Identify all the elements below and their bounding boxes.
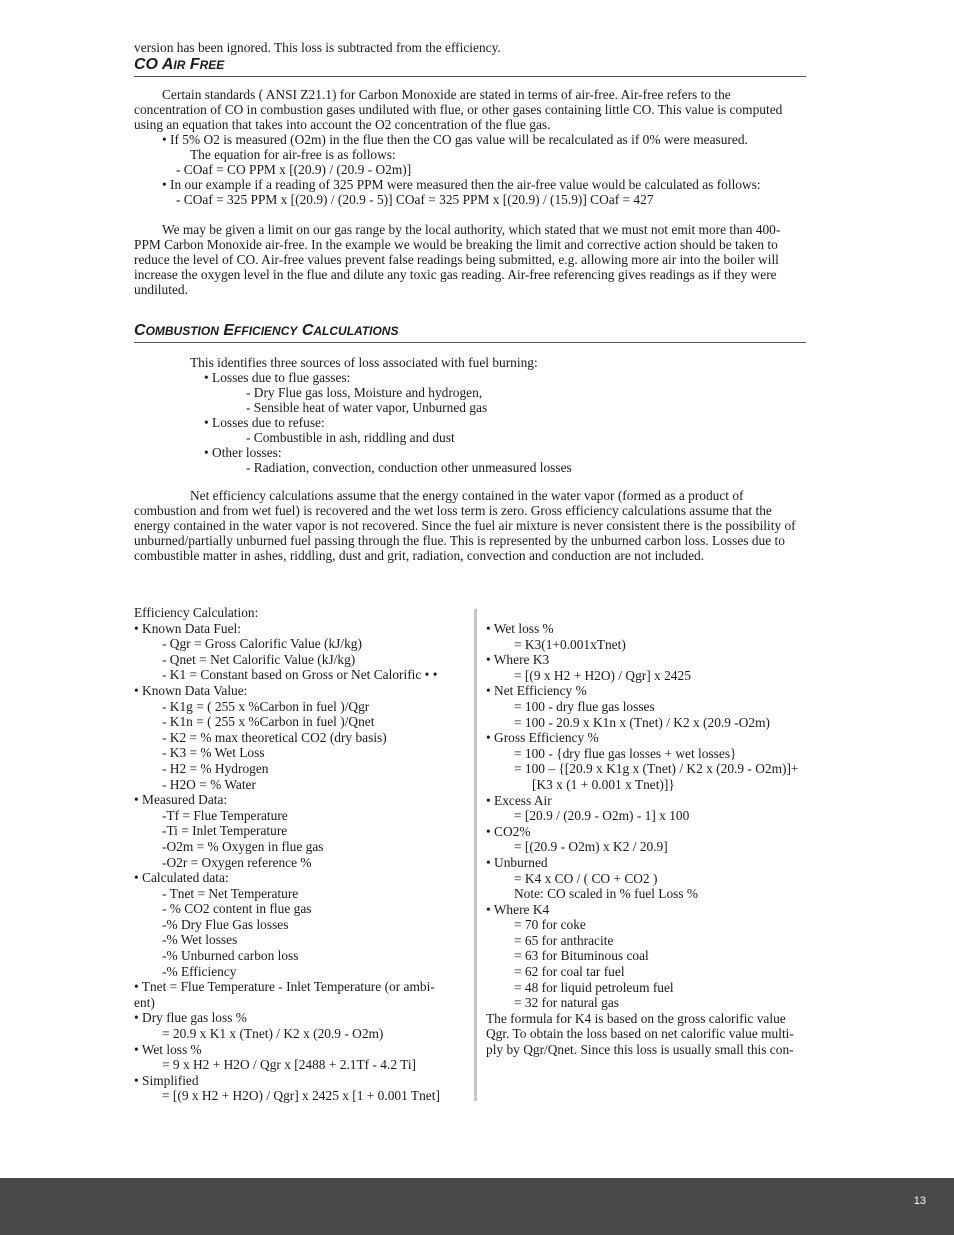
calc-line: • Wet loss % [134,1041,202,1057]
calc-line: - K1g = ( 255 x %Carbon in fuel )/Qgr [162,698,370,714]
left-column [134,605,469,1104]
calc-line: = [(9 x H2 + H2O) / Qgr] x 2425 [514,667,691,683]
list-item: - Dry Flue gas loss, Moisture and hydrogen, [246,385,483,400]
calc-line: - K3 = % Wet Loss [162,745,265,761]
calc-line: - % CO2 content in flue gas [162,901,312,917]
calc-line: - Tnet = Net Temperature [162,885,299,901]
calc-line: -% Efficiency [162,963,237,979]
calc-line: = 100 - 20.9 x K1n x (Tnet) / K2 x (20.9 -O2m) [514,714,770,730]
calc-line: - H2 = % Hydrogen [162,760,269,776]
calc-line: Note: CO scaled in % fuel Loss % [514,886,699,902]
calc-line: = 100 - dry flue gas losses [514,698,655,714]
bullet-continuation: The equation for air-free is as follows: [190,147,396,162]
calc-line: = [(20.9 - O2m) x K2 / 20.9] [514,839,668,855]
heading-part: C [297,322,314,339]
calc-line: • Where K3 [486,652,550,668]
calc-line: • Known Data Value: [134,682,248,698]
calc-line: Efficiency Calculation: [134,605,259,620]
calc-line: = K4 x CO / ( CO + CO2 ) [514,870,658,886]
calc-line: • Simplified [134,1072,199,1088]
page-footer [0,1178,954,1235]
calc-line: = [(9 x H2 + H2O) / Qgr] x 2425 x [1 + 0.001 Tnet] [162,1088,440,1104]
calc-line: = 63 for Bituminous coal [514,948,649,964]
calc-line: -Ti = Inlet Temperature [162,823,288,839]
paragraph: We may be given a limit on our gas range by the local authority, which stated that we must not emit more than 400-PPM Carbon Monoxide air-free. In the example we would be breaking the limit and corrective action should be taken to reduce the level of CO. Air-free values prevent false readings being submitted, e.g. allowing more air into the boiler will increase the oxygen level in the flue and dilute any toxic gas reading. Air-free referencing gives readings as if they were undiluted. [134,222,781,297]
calc-line: -% Unburned carbon loss [162,948,299,964]
calc-line: • Measured Data: [134,792,228,808]
list-item: - Radiation, convection, conduction other unmeasured losses [246,460,572,475]
paragraph-text: Net efficiency calculations assume that the energy contained in the water vapor (formed as a product of combustion and from wet fuel) is recovered and the wet loss term is zero. Gross efficiency calculations assume that the energy contained in the water vapor is not recovered. Since the fuel air mixture is never consistent there is the possibility of unburned/partially unburned fuel passing through the flue. This is represented by the unburned carbon loss. Losses due to combustible matter in ashes, riddling, dust and grit, radiation, convection and conduction are not included. [134,488,796,563]
list-item: • Losses due to flue gasses: [204,370,351,385]
column-divider [474,609,477,1101]
calc-line: [K3 x (1 + 0.001 x Tnet)]} [532,776,675,792]
calc-line: -O2r = Oxygen reference % [162,854,312,870]
paragraph: Certain standards ( ANSI Z21.1) for Carbon Monoxide are stated in terms of air-free. Air-free refers to the concentration of CO in combustion gases undiluted with flue, or other gases containing little CO. This value is computed using an equation that takes into account the O2 concentration of the flue gas. [134,87,783,132]
loss-sources-list [134,355,806,475]
calc-line: = 70 for coke [514,917,586,933]
calc-line: • Gross Efficiency % [486,730,599,746]
calc-line: • Calculated data: [134,870,229,886]
bullet-item: • In our example if a reading of 325 PPM were measured then the air-free value would be calculated as follows: [162,177,761,192]
calc-line: • Known Data Fuel: [134,620,241,636]
calc-line: ply by Qgr/Qnet. Since this loss is usually small this con- [486,1042,794,1058]
heading-part: REE [199,58,225,72]
calc-line: = K3(1+0.001xTnet) [514,636,626,652]
heading-part: FFICIENCY [234,324,298,338]
calc-line: = 65 for anthracite [514,932,614,948]
list-item: • Other losses: [204,445,282,460]
heading-part: IR [173,58,186,72]
section-heading-co-air-free [134,55,806,77]
calc-line: • Tnet = Flue Temperature - Inlet Temperature (or ambi- [134,979,435,995]
calc-line: = 20.9 x K1 x (Tnet) / K2 x (20.9 - O2m) [162,1026,384,1042]
calc-line: = [20.9 / (20.9 - O2m) - 1] x 100 [514,808,690,824]
calc-line: -% Wet losses [162,932,238,948]
equation-line: - COaf = 325 PPM x [(20.9) / (20.9 - 5)] COaf = 325 PPM x [(20.9) / (15.9)] COaf = 427 [176,192,654,207]
calc-line: -Tf = Flue Temperature [162,807,288,823]
intro-line: version has been ignored. This loss is subtracted from the efficiency. [134,40,501,55]
calc-line: • Dry flue gas loss % [134,1010,247,1026]
page-number: 13 [913,1195,926,1207]
calc-line: = 100 – {[20.9 x K1g x (Tnet) / K2 x (20.9 - O2m)]+ [514,761,799,777]
heading-part: CO A [134,56,174,73]
list-item: - Sensible heat of water vapor, Unburned gas [246,400,488,415]
calc-line: - K1n = ( 255 x %Carbon in fuel )/Qnet [162,714,375,730]
calc-line: - H2O = % Water [162,776,256,792]
calc-line: -% Dry Flue Gas losses [162,916,289,932]
heading-part: OMBUSTION [145,324,219,338]
heading-part: ALCULATIONS [313,324,399,338]
calc-line: • Excess Air [486,792,552,808]
right-column [486,621,821,1058]
page-content [134,40,806,563]
calc-line: - Qgr = Gross Calorific Value (kJ/kg) [162,636,362,652]
calc-line: • Net Efficiency % [486,683,587,699]
calc-line: = 100 - {dry flue gas losses + wet losses} [514,745,737,761]
two-column-calculations [134,605,814,1105]
calc-line: = 32 for natural gas [514,995,619,1011]
calc-line: = 62 for coal tar fuel [514,964,625,980]
list-item: • Losses due to refuse: [204,415,325,430]
heading-part: C [134,322,146,339]
calc-line: The formula for K4 is based on the gross calorific value [486,1010,786,1026]
calc-line: • Unburned [486,854,548,870]
equation-line: - COaf = CO PPM x [(20.9) / (20.9 - O2m)] [176,162,412,177]
list-lead: This identifies three sources of loss associated with fuel burning: [190,355,538,370]
calc-line: - K2 = % max theoretical CO2 (dry basis) [162,729,387,745]
calc-line: = 9 x H2 + H2O / Qgr x [2488 + 2.1Tf - 4.2 Ti] [162,1057,417,1073]
calc-line: - Qnet = Net Calorific Value (kJ/kg) [162,651,356,667]
calc-line: • Where K4 [486,901,550,917]
bullet-item: • If 5% O2 is measured (O2m) in the flue then the CO gas value will be recalculated as if 0% were measured. [162,132,748,147]
list-item: - Combustible in ash, riddling and dust [246,430,455,445]
calc-line: • Wet loss % [486,621,554,636]
calc-line: Qgr. To obtain the loss based on net calorific value multi- [486,1026,794,1042]
paragraph [134,488,806,563]
section-heading-combustion-efficiency [134,321,806,343]
calc-line: = 48 for liquid petroleum fuel [514,979,674,995]
heading-part: E [218,322,235,339]
calc-line: - K1 = Constant based on Gross or Net Calorific • • [162,667,438,683]
calc-line: ent) [134,994,155,1010]
heading-part: F [185,56,200,73]
calc-line: • CO2% [486,823,531,839]
calc-line: -O2m = % Oxygen in flue gas [162,838,324,854]
